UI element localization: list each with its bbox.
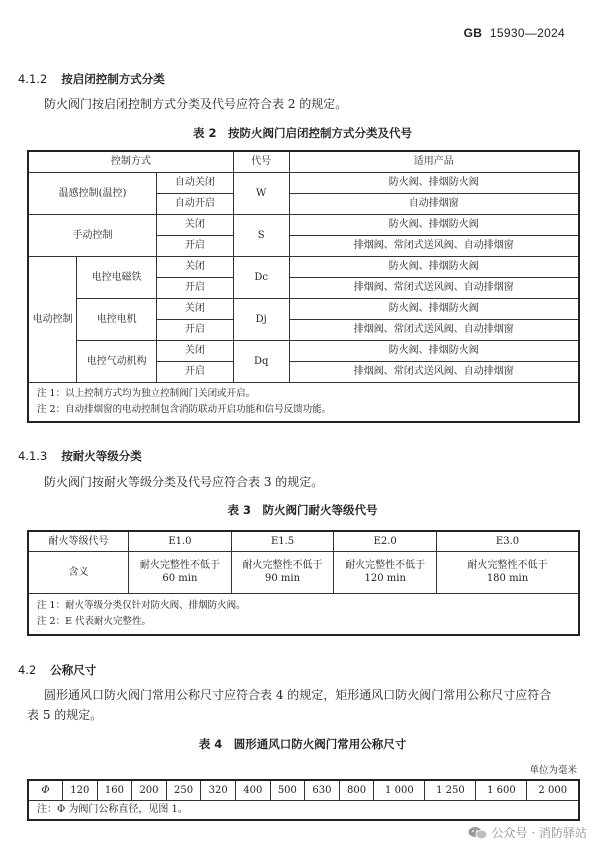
table2-cell: 电控气动机构: [77, 340, 157, 382]
meaning-text: 耐火完整性不低于: [467, 560, 548, 571]
table3-meaning-cell: [231, 551, 334, 593]
table2-note-1: 注 1：以上控制方式均为独立控制阀门关闭或开启。: [37, 387, 256, 399]
table2-caption: 表 2 按防火阀门启闭控制方式分类及代号: [192, 126, 412, 140]
table2-header-code: 代号: [233, 151, 289, 172]
table2-product-cell: 自动排烟窗: [289, 193, 579, 214]
table2-cell: 开启: [157, 277, 234, 298]
table3-code-cell: E1.5: [231, 531, 334, 551]
table2-cell: 自动开启: [157, 193, 234, 214]
table2-cell: 关闭: [157, 340, 234, 361]
table3-caption: 表 3 防火阀门耐火等级代号: [227, 503, 378, 517]
table4-size-cell: 320: [201, 780, 236, 800]
section-4-1-2-heading: [18, 71, 165, 87]
table2-product-cell: 防火阀、排烟防火阀: [289, 340, 579, 361]
table4-size-cell: 500: [270, 780, 305, 800]
watermark: [468, 824, 587, 841]
section-4-1-3-heading: [18, 448, 142, 464]
standard-number: 15930—2024: [489, 26, 565, 40]
table3-meaning-cell: [334, 551, 437, 593]
table3-note-1: 注 1：耐火等级分类仅针对防火阀、排烟防火阀。: [37, 599, 246, 611]
table2-cell: 关闭: [157, 298, 234, 319]
table2-product-cell: 防火阀、排烟防火阀: [289, 256, 579, 277]
table3-notes: [28, 593, 579, 635]
table2-code-cell: Dc: [233, 256, 289, 298]
section-title: 按耐火等级分类: [61, 449, 142, 463]
meaning-duration: 180 min: [486, 573, 529, 584]
table2-product-cell: 防火阀、排烟防火阀: [289, 172, 579, 193]
table2-product-cell: 排烟阀、常闭式送风阀、自动排烟窗: [289, 235, 579, 256]
table4-size-cell: 1 000: [374, 780, 425, 800]
table4-size-cell: 120: [63, 780, 98, 800]
meaning-text: 耐火完整性不低于: [242, 560, 323, 571]
table4-size-cell: 1 600: [476, 780, 527, 800]
table2-header-product: 适用产品: [289, 151, 579, 172]
table2-cell: 温感控制(温控): [28, 172, 157, 214]
table2-cell: 电控电磁铁: [77, 256, 157, 298]
table2-cell: 电动控制: [28, 256, 77, 382]
meaning-text: 耐火完整性不低于: [139, 560, 220, 571]
section-title: 按启闭控制方式分类: [61, 72, 165, 86]
meaning-text: 耐火完整性不低于: [345, 560, 426, 571]
table4-symbol: Φ: [28, 780, 63, 800]
table2-cell: 开启: [157, 361, 234, 382]
section-4-2-text-2: 表 5 的规定。: [27, 708, 103, 722]
table3-row-label: 含义: [28, 551, 129, 593]
table4-size-cell: 400: [235, 780, 270, 800]
table2-product-cell: 排烟阀、常闭式送风阀、自动排烟窗: [289, 277, 579, 298]
table2-cell: 开启: [157, 319, 234, 340]
table3-row-label: 耐火等级代号: [28, 531, 129, 551]
table4-size-cell: 200: [132, 780, 167, 800]
watermark-text: 公众号 · 消防驿站: [491, 826, 587, 840]
table4-caption: 表 4 圆形通风口防火阀门常用公称尺寸: [198, 737, 407, 751]
table2-product-cell: 排烟阀、常闭式送风阀、自动排烟窗: [289, 319, 579, 340]
table4: [27, 779, 580, 821]
section-4-2-text-1: 圆形通风口防火阀门常用公称尺寸应符合表 4 的规定，矩形通风口防火阀门常用公称尺寸应符合: [44, 688, 552, 702]
table3-note-2: 注 2：E 代表耐火完整性。: [37, 615, 152, 627]
table4-size-cell: 2 000: [527, 780, 579, 800]
table2-product-cell: 防火阀、排烟防火阀: [289, 298, 579, 319]
table2-header-method: 控制方式: [28, 151, 233, 172]
section-number: 4.1.3: [18, 449, 48, 463]
table3: [27, 530, 580, 636]
table2-code-cell: W: [233, 172, 289, 214]
table4-size-cell: 250: [166, 780, 201, 800]
table2-cell: 手动控制: [28, 214, 157, 256]
table3-code-cell: E3.0: [437, 531, 579, 551]
table2-notes: [28, 382, 579, 422]
table4-size-cell: 800: [339, 780, 374, 800]
standard-header: [464, 26, 565, 40]
table4-size-cell: 1 250: [425, 780, 476, 800]
section-4-1-2-text: 防火阀门按启闭控制方式分类及代号应符合表 2 的规定。: [44, 97, 348, 111]
table4-size-cell: 160: [97, 780, 132, 800]
table3-code-cell: E2.0: [334, 531, 437, 551]
table4-size-cell: 630: [305, 780, 340, 800]
section-number: 4.1.2: [18, 72, 48, 86]
section-title: 公称尺寸: [50, 663, 97, 677]
table2-note-2: 注 2：自动排烟窗的电动控制包含消防联动开启功能和信号反馈功能。: [37, 403, 332, 415]
meaning-duration: 120 min: [364, 573, 406, 584]
standard-code: GB: [463, 26, 483, 40]
section-number: 4.2: [18, 663, 37, 677]
table2-code-cell: Dq: [233, 340, 289, 382]
table2: [27, 150, 580, 423]
section-4-2-heading: [18, 662, 96, 678]
table2-product-cell: 排烟阀、常闭式送风阀、自动排烟窗: [289, 361, 579, 382]
table2-cell: 电控电机: [77, 298, 157, 340]
table2-cell: 开启: [157, 235, 234, 256]
table4-unit: 单位为毫米: [529, 765, 577, 776]
table2-code-cell: S: [233, 214, 289, 256]
table2-product-cell: 防火阀、排烟防火阀: [289, 214, 579, 235]
meaning-duration: 90 min: [265, 573, 301, 584]
table3-meaning-cell: [437, 551, 579, 593]
table2-cell: 自动关闭: [157, 172, 234, 193]
meaning-duration: 60 min: [162, 573, 198, 584]
table2-code-cell: Dj: [233, 298, 289, 340]
wechat-icon: [468, 826, 488, 840]
section-4-1-3-text: 防火阀门按耐火等级分类及代号应符合表 3 的规定。: [44, 475, 324, 489]
table3-code-cell: E1.0: [129, 531, 232, 551]
table2-cell: 关闭: [157, 256, 234, 277]
table3-meaning-cell: [129, 551, 232, 593]
table4-note: 注：Φ 为阀门公称直径，见图 1。: [28, 800, 579, 820]
table2-cell: 关闭: [157, 214, 234, 235]
